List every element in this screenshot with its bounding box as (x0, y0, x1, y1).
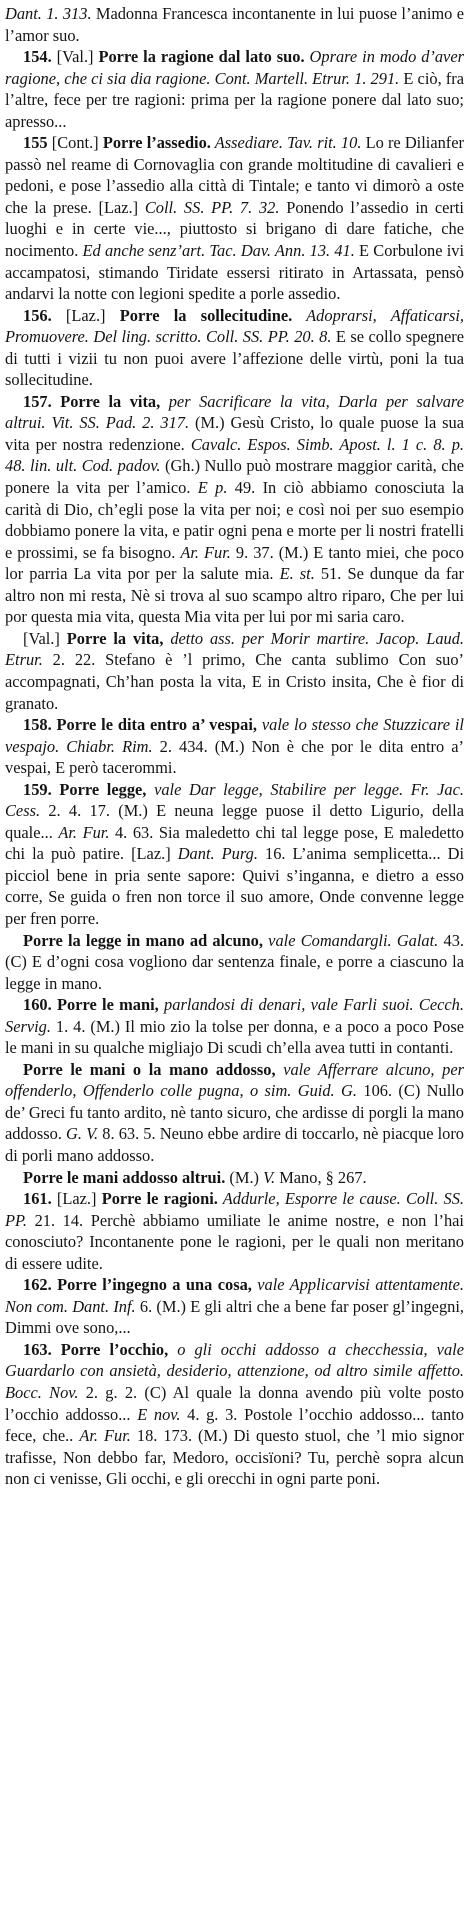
entry-text: E se collo spegnere di tutti i vizii tu non puoi avere l’affezione delle virtù, poni la tua sollecitudine. (5, 327, 465, 390)
entry-number: 160. (23, 995, 52, 1015)
entry-text (52, 392, 61, 411)
citation-text: Ed anche senz’art. Tac. Dav. Ann. 13. 41. (82, 241, 355, 261)
dictionary-entry (5, 714, 464, 779)
entry-text: 2. g. 2. (C) Al quale la donna avendo più volte posto l’occhio addosso... (5, 1383, 464, 1424)
entry-headword: Porre la vita, (66, 628, 164, 648)
entry-text: 6. (M.) E gli altri che a bene far poser gl’ingegni, Dimmi ove sono,... (5, 1296, 464, 1338)
citation-text: detto ass. per Morir martire. Jacop. Laud. Etrur. (5, 628, 465, 670)
entry-text: Ponendo l’assedio in certi luoghi e in certe vie..., piuttosto si brigano di dare fatiche, che nocimento. (5, 197, 464, 261)
entry-text: (M.) (225, 1167, 264, 1187)
entry-text: [Val.] (23, 628, 67, 648)
entry-text: [Laz.] (51, 1189, 102, 1209)
entry-text: 43. (C) E d’ogni cosa vogliono dar sentenza finale, e porre a ciascuno la legge in mano. (5, 930, 464, 993)
entry-text: 2. 22. Stefano è ’l primo, Che canta sublimo Con suo’ accompagnati, Ch’han posta la vita, E in Cristo insita, Che è fior di granato. (5, 650, 464, 713)
citation-text: vale Applicarvisi attentamente. Non com. Dant. Inf. (5, 1275, 464, 1316)
citation-text: vale Afferrare alcuno, per offenderlo, Offenderlo colle pugna, o sim. Guid. G. (5, 1059, 465, 1101)
citation-text: Assediare. Tav. rit. 10. (210, 133, 362, 153)
entry-number: 161. (23, 1189, 52, 1209)
entry-number: 154. (23, 47, 52, 67)
entry-text: 51. Se dunque da far altro non mi resta, Nè si trova al suo scampo altro riparo, Che per lui por questa mia vita, questa Mia vita per lui por mi saria caro. (5, 564, 465, 627)
entry-text: 21. 14. Perchè abbiamo umiliate le anime nostre, e non l’hai conosciuto? Incontanente pone le ragioni, per le quali non meritano di essere udite. (5, 1210, 464, 1273)
citation-text: E p. (197, 478, 228, 498)
citation-text: V. (263, 1167, 276, 1187)
citation-text: vale Comandargli. Galat. (262, 930, 439, 950)
entry-headword: Porre l’assedio. (102, 133, 211, 153)
dictionary-entry (5, 46, 464, 132)
dictionary-entry (5, 391, 464, 628)
citation-text: Ar. Fur. (180, 542, 231, 562)
entry-text: Madonna Francesca incontanente in lui puose l’animo e l’amor suo. (5, 4, 464, 45)
entry-number: 163. (23, 1339, 52, 1359)
entry-number: 162. (23, 1275, 52, 1295)
entry-headword: Porre legge, (59, 779, 147, 799)
entry-text: 2. 434. (M.) Non è che por le dita entro a’ vespai, E però tacerommi. (5, 736, 464, 778)
entry-headword: Porre le ragioni. (101, 1189, 218, 1209)
citation-text: vale Dar legge, Stabilire per legge. Fr. Jac. Cess. (5, 779, 464, 821)
entry-number: 158. (23, 715, 52, 735)
dictionary-entry (5, 1188, 464, 1274)
dictionary-entry (5, 628, 464, 714)
entry-text: (M.) Gesù Cristo, lo quale puose la sua vita per nostra redenzione. (5, 413, 465, 454)
entry-text: 8. 63. 5. Neuno ebbe ardire di toccarlo, nè piacque loro di porli mano addosso. (5, 1124, 465, 1165)
citation-text: parlandosi di denari, vale Farli suoi. Cecch. Servig. (5, 995, 464, 1036)
entry-text: 106. (C) Nullo de’ Greci fu tanto ardito, nè tanto sicuro, che ardisse di porgli la mano addosso. (5, 1081, 465, 1144)
entry-text: [Val.] (51, 47, 99, 67)
citation-text: Coll. SS. PP. 7. 32. (144, 197, 280, 217)
entry-text: 1. 4. (M.) Il mio zio la tolse per donna, e a poco a poco Pose le mani in su qualche migliajo Di scudi ch’ella avea tutti in contanti. (5, 1016, 464, 1058)
entry-headword: Porre l’ingegno a una cosa, (57, 1275, 252, 1295)
entry-headword: Porre le dita entro a’ vespai, (56, 715, 257, 735)
entry-text: 18. 173. (M.) Di questo stuol, che ’l mio signor trafisse, Non debbo far, Medoro, occisïoni? Tu, perchè sopra alcun non ci venisse, Gli occhi, e gli orecchi in ogni parte poni. (5, 1426, 464, 1489)
citation-text: Dant. 1. 313. (5, 4, 92, 23)
citation-text: Ar. Fur. (79, 1426, 131, 1446)
entry-number: 159. (23, 779, 52, 799)
dictionary-entry (5, 930, 464, 995)
entry-headword: Porre la ragione dal lato suo. (98, 47, 305, 67)
dictionary-entry (5, 1167, 464, 1189)
citation-text: E. st. (279, 564, 315, 584)
entry-headword: Porre la vita, (60, 391, 161, 411)
entry-headword: Porre l’occhio, (60, 1339, 169, 1359)
entry-text: 2. 4. 17. (M.) E neuna legge puose il detto Ligurio, della quale... (5, 801, 464, 842)
entry-number: 155 (23, 133, 48, 153)
entry-text: E Corbulone ivi accampatosi, stimando Tiridate essersi ritirato in Artassata, pensò andarvi la notte con legioni spedite a porle assedio. (5, 241, 465, 304)
entry-text: 16. L’anima semplicetta... Di picciol bene in pria sente sapore: Quivi s’inganna, e dietro a esso corre, Se guida o fren non torce il suo amore, Onde convenne legge per fren porre. (5, 844, 464, 928)
entry-text: E ciò, fra l’altre, fece per tre ragioni: prima per la ragione ponere dal lato suo; apresso... (5, 68, 464, 131)
entry-headword: Porre le mani, (56, 995, 159, 1015)
dictionary-entry (5, 3, 464, 46)
entry-text: 4. g. 3. Postole l’occhio addosso... tanto fece, che.. (5, 1404, 464, 1446)
entry-text: 9. 37. (M.) E tanto miei, che poco lor parria La vita por per la salute mia. (5, 542, 464, 584)
citation-text: G. V. (66, 1124, 99, 1144)
citation-text: E nov. (137, 1404, 181, 1424)
dictionary-entry (5, 994, 464, 1059)
dictionary-entry (5, 305, 464, 391)
entry-headword: Porre la legge in mano ad alcuno, (23, 930, 263, 950)
entry-number: 156. (23, 305, 52, 325)
dictionary-entry (5, 1274, 464, 1339)
entry-headword: Porre le mani o la mano addosso, (23, 1059, 276, 1079)
entry-text: 4. 63. Sia maledetto chi tal legge pose, E maledetto chi la può patire. [Laz.] (5, 822, 464, 864)
citation-text: Addurle, Esporre le cause. Coll. SS. PP. (5, 1189, 464, 1230)
citation-text: Cavalc. Espos. Simb. Apost. l. 1 c. 8. p. 48. lin. ult. Cod. padov. (5, 434, 464, 476)
entry-text: [Laz.] (51, 305, 120, 325)
entry-headword: Porre le mani addosso altrui. (23, 1167, 226, 1187)
citation-text: o gli occhi addosso a checchessia, vale Guardarlo con ansietà, desiderio, attenzione, od altro simile affetto. Bocc. Nov. (5, 1339, 464, 1402)
entry-text: Lo re Dilianfer passò nel reame di Cornovaglia con grande moltitudine di cavalieri e pedoni, e pose l’assedio alla città di Tintale; e tanto vi dimorò a oste che la prese. [Laz.] (5, 133, 464, 217)
entry-number: 157. (23, 391, 52, 411)
citation-text: per Sacrificare la vita, Darla per salvare altrui. Vit. SS. Pad. 2. 317. (5, 391, 464, 433)
dictionary-entry (5, 779, 464, 930)
entry-text: [Cont.] (47, 133, 103, 153)
citation-text: vale lo stesso che Stuzzicare il vespajo. Chiabr. Rim. (5, 715, 464, 756)
citation-text: Oprare in modo d’aver ragione, che ci sia dia ragione. Cont. Martell. Etrur. 1. 291. (5, 47, 464, 88)
citation-text: Adoprarsi, Affaticarsi, Promuovere. Del ling. scritto. Coll. SS. PP. 20. 8. (5, 305, 464, 347)
entry-text: Mano, § 267. (275, 1167, 367, 1187)
entry-text: (Gh.) Nullo può mostrare maggior carità, che ponere la vita per l’amico. (5, 456, 464, 498)
entry-text (52, 1340, 61, 1359)
entry-text: 49. In ciò abbiamo conosciuta la carità di Dio, ch’egli pose la vita per noi; e così noi per suo esempio dobbiamo ponere la vita, e patir ogni pena e morte per li nostri fratelli e prossimi, se fa bisogno. (5, 478, 464, 562)
citation-text: Ar. Fur. (58, 822, 110, 842)
citation-text: Dant. Purg. (177, 844, 258, 864)
entry-headword: Porre la sollecitudine. (119, 305, 293, 325)
dictionary-entry (5, 1059, 464, 1167)
dictionary-entry (5, 1339, 464, 1490)
dictionary-entry (5, 132, 464, 304)
